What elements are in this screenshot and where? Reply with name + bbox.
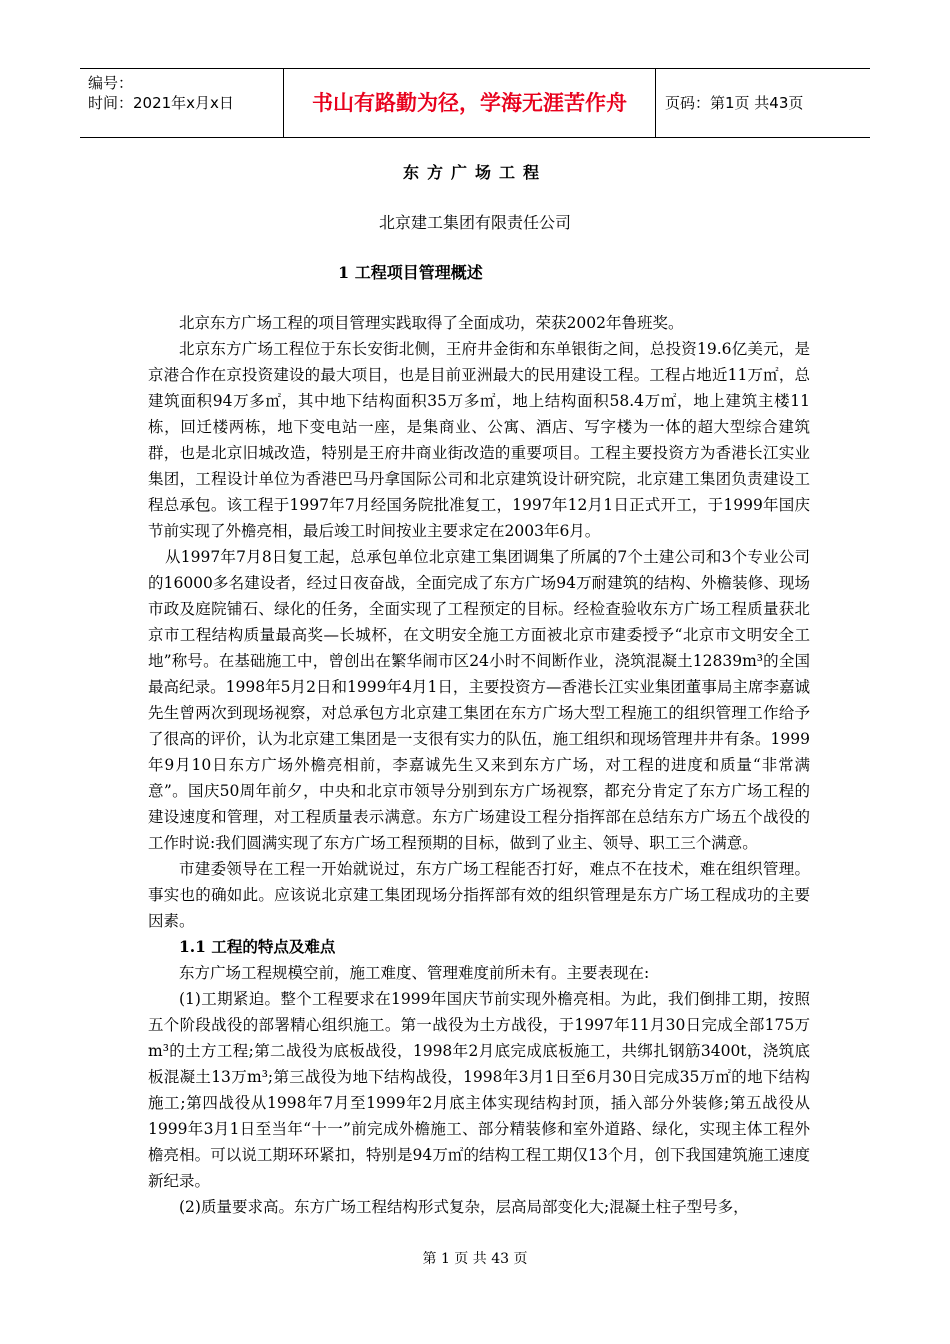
section-heading: 1 工程项目管理概述 (338, 263, 483, 282)
paragraph: 从1997年7月8日复工起，总承包单位北京建工集团调集了所属的7个土建公司和3个专业公司的16000多名建设者，经过日夜奋战，全面完成了东方广场94万耐建筑的结构、外檐装修、现场市政及庭院铺石、绿化的任务，全面实现了工程预定的目标。经检查验收东方广场工程质量获北京市工程结构质量最高奖—长城杯，在文明安全施工方面被北京市建委授予“北京市文明安全工地”称号。在基础施工中，曾创出在繁华闹市区24小时不间断作业，浇筑混凝土12839m³的全国最高纪录。1998年5月2日和1999年4月1日，主要投资方—香港长江实业集团董事局主席李嘉诚先生曾两次到现场视察，对总承包方北京建工集团在东方广场大型工程施工的组织管理工作给予了很高的评价，认为北京建工集团是一支很有实力的队伍，施工组织和现场管理井井有条。1999年9月10日东方广场外檐亮相前，李嘉诚先生又来到东方广场，对工程的进度和质量“非常满意”。国庆50周年前夕，中央和北京市领导分别到东方广场视察，都充分肯定了东方广场工程的建设速度和管理，对工程质量表示满意。东方广场建设工程分指挥部在总结东方广场五个战役的工作时说:我们圆满实现了东方广场工程预期的目标，做到了业主、领导、职工三个满意。 (148, 548, 810, 852)
header-table (80, 68, 870, 138)
header-divider (655, 69, 656, 137)
document-number: 编号： (88, 74, 134, 92)
paragraph: 北京东方广场工程的项目管理实践取得了全面成功，荣获2002年鲁班奖。 (179, 314, 684, 332)
document-body (148, 310, 810, 1220)
document-title: 东方广场工程 (402, 163, 547, 182)
header-meta (88, 73, 283, 113)
page-footer: 第 1 页 共 43 页 (422, 1251, 528, 1267)
paragraph: 东方广场工程规模空前，施工难度、管理难度前所未有。主要表现在: (179, 964, 650, 982)
document-date: 时间：2021年x月x日 (88, 94, 234, 112)
header-page-number: 页码：第1页 共43页 (665, 94, 804, 112)
company-name: 北京建工集团有限责任公司 (378, 213, 571, 232)
header-motto: 书山有路勤为径，学海无涯苦作舟 (312, 91, 627, 115)
paragraph: (2)质量要求高。东方广场工程结构形式复杂，层高局部变化大;混凝土柱子型号多， (179, 1198, 749, 1216)
paragraph: 市建委领导在工程一开始就说过，东方广场工程能否打好，难点不在技术，难在组织管理。事实也的确如此。应该说北京建工集团现场分指挥部有效的组织管理是东方广场工程成功的主要因素。 (148, 860, 810, 930)
paragraph: (1)工期紧迫。整个工程要求在1999年国庆节前实现外檐亮相。为此，我们倒排工期，按照五个阶段战役的部署精心组织施工。第一战役为土方战役，于1997年11月30日完成全部175万m³的土方工程;第二战役为底板战役，1998年2月底完成底板施工，共绑扎钢筋3400t，浇筑底板混凝土13万m³;第三战役为地下结构战役，1998年3月1日至6月30日完成35万㎡的地下结构施工;第四战役从1998年7月至1999年2月底主体实现结构封顶，插入部分外装修;第五战役从1999年3月1日至当年“十一”前完成外檐施工、部分精装修和室外道路、绿化，实现主体工程外檐亮相。可以说工期环环紧扣，特别是94万㎡的结构工程工期仅13个月，创下我国建筑施工速度新纪录。 (148, 990, 810, 1190)
subsection-heading: 1.1 工程的特点及难点 (179, 937, 336, 956)
paragraph: 北京东方广场工程位于东长安街北侧，王府井金街和东单银街之间，总投资19.6亿美元，是京港合作在京投资建设的最大项目，也是目前亚洲最大的民用建设工程。工程占地近11万㎡，总建筑面积94万多㎡，其中地下结构面积35万多㎡，地上结构面积58.4万㎡，地上建筑主楼11栋，回迁楼两栋，地下变电站一座，是集商业、公寓、酒店、写字楼为一体的超大型综合建筑群，也是北京旧城改造，特别是王府井商业街改造的重要项目。工程主要投资方为香港长江实业集团，工程设计单位为香港巴马丹拿国际公司和北京建筑设计研究院，北京建工集团负责建设工程总承包。该工程于1997年7月经国务院批准复工，1997年12月1日正式开工，于1999年国庆节前实现了外檐亮相，最后竣工时间按业主要求定在2003年6月。 (148, 340, 810, 540)
